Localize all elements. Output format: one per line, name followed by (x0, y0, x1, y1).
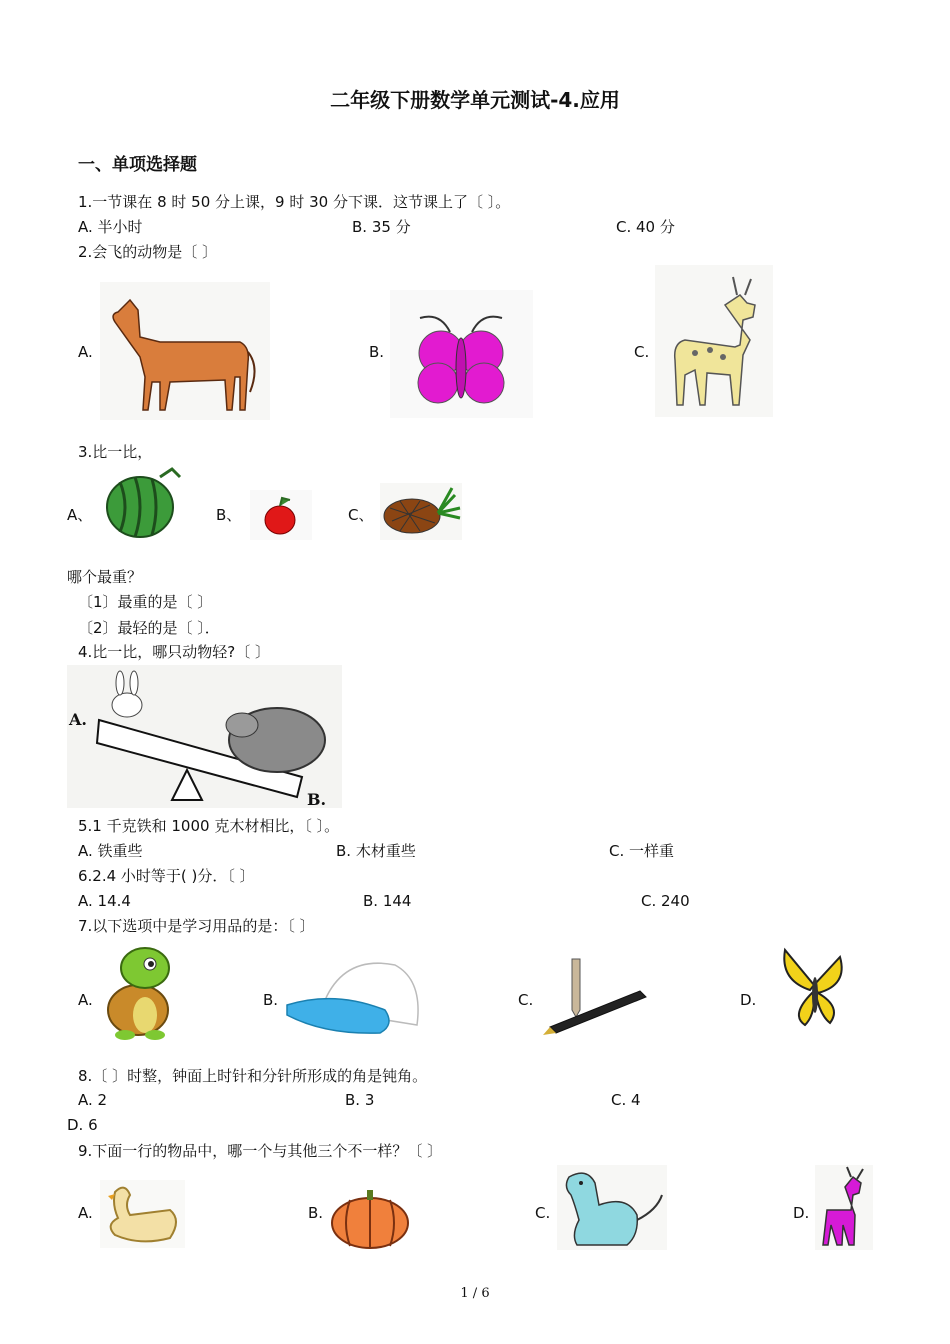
question-5-option-b: B. 木材重些 (336, 842, 416, 860)
pineapple-icon (380, 483, 462, 540)
pink-deer-icon (815, 1165, 873, 1250)
question-9-option-d: D. (793, 1204, 810, 1222)
watermelon-icon (100, 467, 185, 539)
question-6-option-a: A. 14.4 (78, 892, 131, 910)
question-2-stem: 2.会飞的动物是〔 〕 (78, 243, 218, 261)
question-8-option-a: A. 2 (78, 1091, 108, 1109)
deer-icon (655, 265, 773, 417)
question-1-option-c: C. 40 分 (616, 218, 675, 236)
question-5-option-a: A. 铁重些 (78, 842, 143, 860)
question-3-option-a: A、 (67, 506, 93, 524)
cap-icon (285, 955, 423, 1040)
question-9-option-b: B. (308, 1204, 324, 1222)
question-7-stem: 7.以下选项中是学习用品的是：〔 〕 (78, 917, 315, 935)
question-3-sub-1: 〔1〕最重的是〔 〕 (78, 593, 213, 611)
question-1-stem: 1.一节课在 8 时 50 分上课，9 时 30 分下课．这节课上了〔 〕。 (78, 193, 511, 211)
question-3-stem: 3.比一比， (78, 443, 153, 461)
dog-icon (557, 1165, 667, 1250)
question-9-stem: 9.下面一行的物品中，哪一个与其他三个不一样？〔 〕 (78, 1142, 443, 1160)
question-3-option-b: B、 (216, 506, 242, 524)
question-3-sub-2: 〔2〕最轻的是〔 〕． (78, 619, 220, 637)
question-5-option-c: C. 一样重 (609, 842, 675, 860)
question-8-stem: 8.〔 〕时整，钟面上时针和分针所形成的角是钝角。 (78, 1067, 428, 1085)
question-3-prompt: 哪个最重？ (67, 568, 143, 586)
question-3-option-c: C、 (348, 506, 374, 524)
pen-icon (540, 955, 652, 1037)
question-8-option-c: C. 4 (611, 1091, 641, 1109)
section-heading: 一、单项选择题 (78, 155, 197, 175)
horse-icon (100, 282, 270, 420)
question-5-stem: 5.1 千克铁和 1000 克木材相比，〔 〕。 (78, 817, 340, 835)
seesaw-label-a: A. (69, 710, 87, 729)
apple-icon (250, 490, 312, 540)
question-8-option-d: D. 6 (67, 1116, 98, 1134)
question-6-option-b: B. 144 (363, 892, 412, 910)
question-7-option-b: B. (263, 991, 279, 1009)
question-6-stem: 6.2.4 小时等于( )分．〔 〕 (78, 867, 255, 885)
seesaw-rabbit-pig-image (67, 665, 342, 808)
question-2-option-b: B. (369, 343, 385, 361)
duck-icon (100, 1180, 185, 1248)
question-1-option-b: B. 35 分 (352, 218, 411, 236)
question-2-option-a: A. (78, 343, 93, 361)
question-2-option-c: C. (634, 343, 650, 361)
question-7-option-c: C. (518, 991, 534, 1009)
question-1-option-a: A. 半小时 (78, 218, 143, 236)
question-7-option-a: A. (78, 991, 93, 1009)
question-6-option-c: C. 240 (641, 892, 690, 910)
page-number: 1 / 6 (460, 1286, 490, 1301)
question-7-option-d: D. (740, 991, 757, 1009)
page-title: 二年级下册数学单元测试-4.应用 (330, 88, 620, 112)
turtle-icon (100, 940, 185, 1042)
question-9-option-c: C. (535, 1204, 551, 1222)
butterfly-yellow-icon (780, 945, 848, 1030)
question-4-stem: 4.比一比，哪只动物轻?〔 〕 (78, 643, 271, 661)
butterfly-icon (390, 290, 533, 418)
seesaw-label-b: B. (307, 790, 327, 808)
question-9-option-a: A. (78, 1204, 93, 1222)
question-8-option-b: B. 3 (345, 1091, 375, 1109)
pumpkin-icon (330, 1188, 410, 1250)
